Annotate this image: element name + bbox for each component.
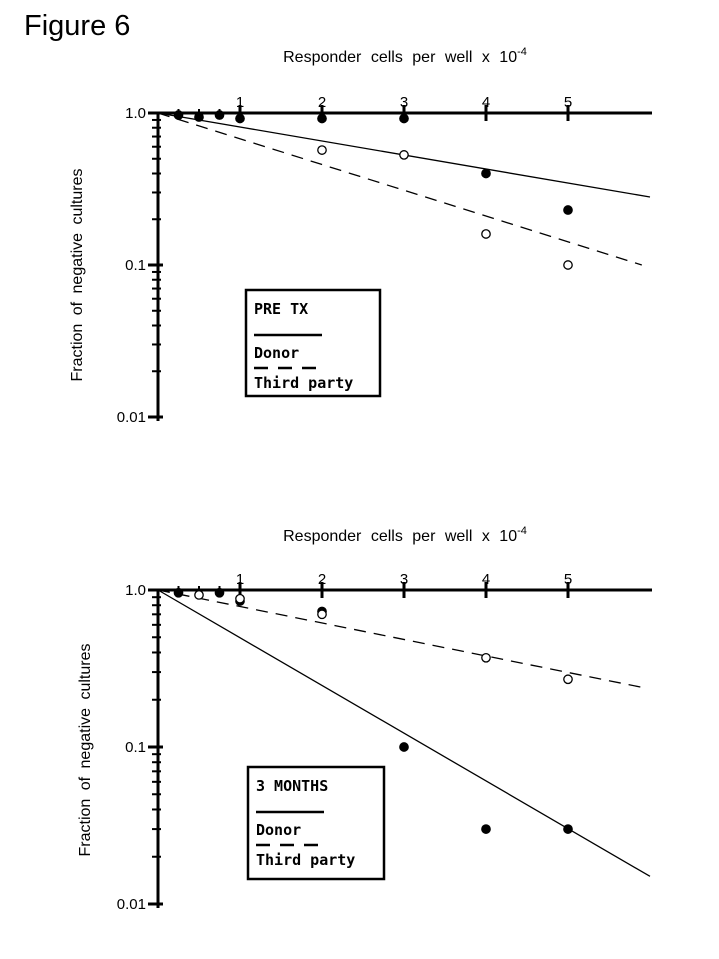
data-point-filled	[174, 111, 182, 119]
data-point-filled	[215, 111, 223, 119]
data-point-open	[318, 146, 326, 154]
y-tick-label: 0.01	[116, 409, 146, 426]
data-point-open	[564, 261, 572, 269]
y-axis-title: Fraction of negative cultures	[69, 168, 86, 382]
fit-line	[158, 590, 642, 687]
y-tick-label: 1.0	[125, 105, 146, 122]
chart-1	[69, 46, 652, 426]
x-tick-label: 3	[399, 571, 409, 588]
data-point-filled	[174, 589, 182, 597]
x-axis-title: Responder cells per well x $10^{-4}$	[283, 525, 527, 545]
data-point-open	[564, 675, 572, 683]
data-point-filled	[236, 114, 244, 122]
data-point-filled	[482, 169, 490, 177]
data-point-open	[236, 595, 244, 603]
legend	[248, 767, 384, 879]
data-point-open	[318, 610, 326, 618]
data-point-filled	[482, 825, 490, 833]
legend	[246, 290, 380, 396]
x-axis-exponent: -4	[517, 46, 527, 58]
data-point-open	[400, 151, 408, 159]
x-axis-title: Responder cells per well x $10^{-4}$	[283, 46, 527, 66]
y-tick-label: 0.1	[125, 739, 146, 756]
data-point-open	[195, 591, 203, 599]
data-point-filled	[400, 114, 408, 122]
data-point-open	[482, 230, 490, 238]
fit-line	[158, 590, 650, 876]
legend-title: 3 MONTHS	[256, 777, 329, 795]
x-tick-label: 2	[317, 571, 327, 588]
y-tick-label: 0.01	[116, 896, 146, 913]
data-point-filled	[215, 589, 223, 597]
legend-entry-third-party: Third party	[254, 374, 354, 392]
x-axis-exponent: -4	[517, 525, 527, 537]
y-tick-label: 1.0	[125, 582, 146, 599]
x-tick-label: 4	[481, 571, 491, 588]
y-tick-label: 0.1	[125, 257, 146, 274]
legend-title: PRE TX	[254, 300, 309, 318]
series-third-party	[158, 113, 642, 269]
x-tick-label: 5	[563, 571, 573, 588]
chart-2	[77, 525, 652, 913]
x-tick-label: 1	[235, 571, 245, 588]
data-point-filled	[400, 743, 408, 751]
x-tick-label: 4	[481, 94, 491, 111]
fit-line	[158, 113, 642, 265]
data-point-filled	[564, 206, 572, 214]
series-third-party	[158, 590, 642, 687]
x-tick-label: 3	[399, 94, 409, 111]
y-axis-title: Fraction of negative cultures	[77, 643, 94, 857]
series-donor	[158, 589, 650, 877]
legend-entry-donor: Donor	[256, 821, 302, 839]
x-tick-label: 2	[317, 94, 327, 111]
data-point-filled	[564, 825, 572, 833]
x-tick-label: 5	[563, 94, 573, 111]
figure-title: Figure 6	[24, 10, 131, 42]
legend-entry-donor: Donor	[254, 344, 300, 362]
x-tick-label: 1	[235, 94, 245, 111]
legend-entry-third-party: Third party	[256, 851, 356, 869]
data-point-filled	[318, 114, 326, 122]
data-point-open	[482, 654, 490, 662]
data-point-filled	[195, 113, 203, 121]
series-donor	[158, 111, 650, 214]
